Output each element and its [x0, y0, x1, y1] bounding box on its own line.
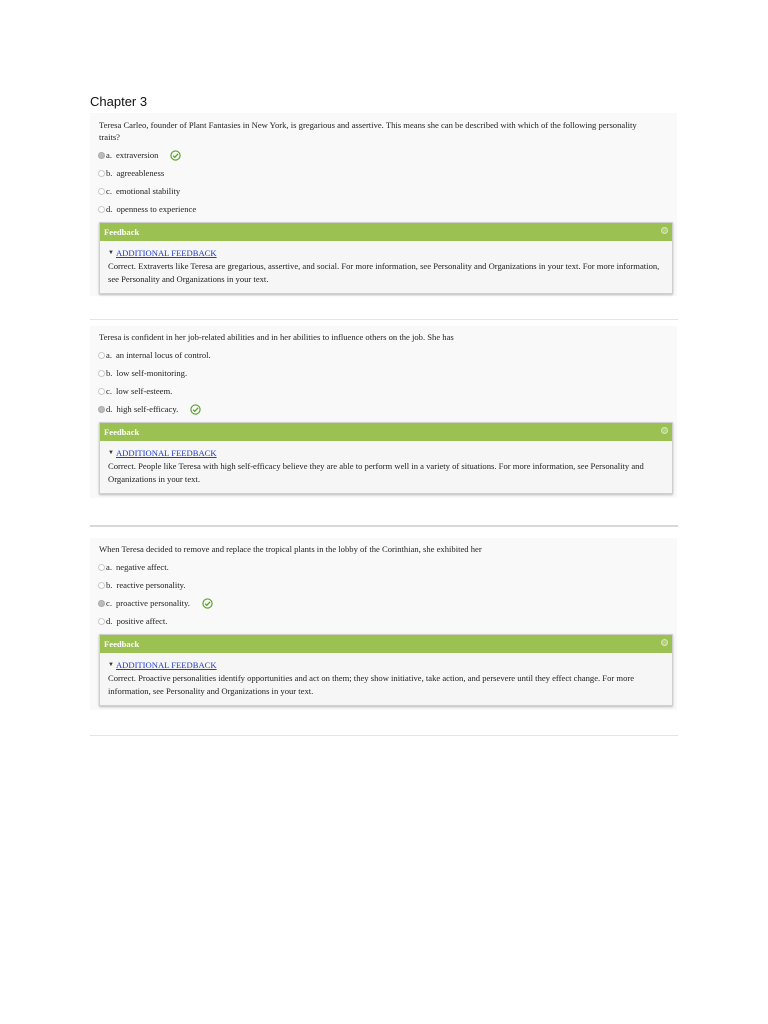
feedback-header — [100, 423, 672, 441]
option-letter: c. — [106, 386, 112, 396]
option-label: negative affect. — [115, 562, 169, 572]
feedback-text: Correct. Extraverts like Teresa are gregarious, assertive, and social. For more information, see Personality and Organizations in your text. For more information, see Personality and Organizations in your text. — [108, 261, 660, 284]
feedback-header — [100, 635, 672, 653]
option-letter: b. — [106, 168, 113, 178]
correct-check-icon — [202, 598, 213, 609]
feedback-panel — [99, 222, 673, 294]
option-b[interactable] — [98, 576, 677, 594]
option-letter: d. — [106, 404, 113, 414]
feedback-panel — [99, 422, 673, 494]
section-divider — [90, 525, 678, 527]
radio-button[interactable] — [98, 170, 105, 177]
radio-button[interactable] — [98, 564, 105, 571]
additional-feedback-toggle[interactable] — [108, 659, 664, 672]
chapter-title: Chapter 3 — [90, 94, 148, 109]
feedback-header — [100, 223, 672, 241]
radio-button[interactable] — [98, 152, 105, 159]
option-a[interactable] — [98, 146, 677, 164]
option-label: emotional stability — [115, 186, 181, 196]
question-block — [90, 113, 677, 296]
radio-button[interactable] — [98, 352, 105, 359]
feedback-title: Feedback — [104, 639, 140, 649]
section-divider — [90, 319, 678, 320]
additional-feedback-link[interactable]: ADDITIONAL FEEDBACK — [115, 448, 217, 458]
radio-button[interactable] — [98, 206, 105, 213]
triangle-down-icon: ▼ — [108, 450, 114, 456]
question-block — [90, 538, 677, 710]
option-letter: a. — [106, 562, 112, 572]
question-text: When Teresa decided to remove and replace the tropical plants in the lobby of the Corinthian, she exhibited her — [99, 544, 482, 554]
radio-button[interactable] — [98, 406, 105, 413]
option-label: an internal locus of control. — [115, 350, 211, 360]
option-d[interactable] — [98, 400, 677, 418]
question-text: Teresa is confident in her job-related abilities and in her abilities to influence others on the job. She has — [99, 332, 454, 342]
option-d[interactable] — [98, 200, 677, 218]
option-letter: b. — [106, 580, 113, 590]
section-divider — [90, 735, 678, 736]
option-label: extraversion — [115, 150, 159, 160]
option-b[interactable] — [98, 164, 677, 182]
option-c[interactable] — [98, 594, 677, 612]
additional-feedback-toggle[interactable] — [108, 247, 664, 260]
option-letter: a. — [106, 350, 112, 360]
feedback-panel — [99, 634, 673, 706]
option-d[interactable] — [98, 612, 677, 630]
answer-options — [90, 346, 677, 418]
correct-check-icon — [170, 150, 181, 161]
option-c[interactable] — [98, 182, 677, 200]
option-letter: b. — [106, 368, 113, 378]
radio-button[interactable] — [98, 582, 105, 589]
option-c[interactable] — [98, 382, 677, 400]
feedback-title: Feedback — [104, 227, 140, 237]
collapse-icon[interactable] — [661, 227, 668, 234]
correct-check-icon — [190, 404, 201, 415]
option-letter: c. — [106, 598, 112, 608]
option-label: agreeableness — [116, 168, 165, 178]
feedback-text: Correct. People like Teresa with high self-efficacy believe they are able to perform well in a variety of situations. For more information, see Personality and Organizations in your text. — [108, 461, 644, 484]
option-letter: d. — [106, 204, 113, 214]
triangle-down-icon: ▼ — [108, 662, 114, 668]
additional-feedback-toggle[interactable] — [108, 447, 664, 460]
option-label: reactive personality. — [116, 580, 186, 590]
additional-feedback-link[interactable]: ADDITIONAL FEEDBACK — [115, 248, 217, 258]
question-block — [90, 326, 677, 498]
collapse-icon[interactable] — [661, 639, 668, 646]
option-label: openness to experience — [116, 204, 197, 214]
answer-options — [90, 558, 677, 630]
feedback-text: Correct. Proactive personalities identify opportunities and act on them; they show initiative, take action, and persevere until they effect change. For more information, see Personality and Organizations in your text. — [108, 673, 635, 696]
feedback-title: Feedback — [104, 427, 140, 437]
option-letter: a. — [106, 150, 112, 160]
question-text: Teresa Carleo, founder of Plant Fantasies in New York, is gregarious and assertive. This means she can be described with which of the following personality traits? — [99, 120, 637, 142]
option-b[interactable] — [98, 364, 677, 382]
feedback-body — [100, 241, 672, 293]
additional-feedback-link[interactable]: ADDITIONAL FEEDBACK — [115, 660, 217, 670]
option-letter: c. — [106, 186, 112, 196]
option-label: positive affect. — [116, 616, 168, 626]
option-a[interactable] — [98, 558, 677, 576]
feedback-body — [100, 441, 672, 493]
answer-options — [90, 146, 677, 218]
radio-button[interactable] — [98, 618, 105, 625]
collapse-icon[interactable] — [661, 427, 668, 434]
feedback-body — [100, 653, 672, 705]
radio-button[interactable] — [98, 370, 105, 377]
option-label: proactive personality. — [115, 598, 190, 608]
option-label: low self-monitoring. — [116, 368, 188, 378]
triangle-down-icon: ▼ — [108, 250, 114, 256]
radio-button[interactable] — [98, 600, 105, 607]
option-letter: d. — [106, 616, 113, 626]
radio-button[interactable] — [98, 188, 105, 195]
radio-button[interactable] — [98, 388, 105, 395]
option-a[interactable] — [98, 346, 677, 364]
option-label: low self-esteem. — [115, 386, 173, 396]
option-label: high self-efficacy. — [116, 404, 179, 414]
